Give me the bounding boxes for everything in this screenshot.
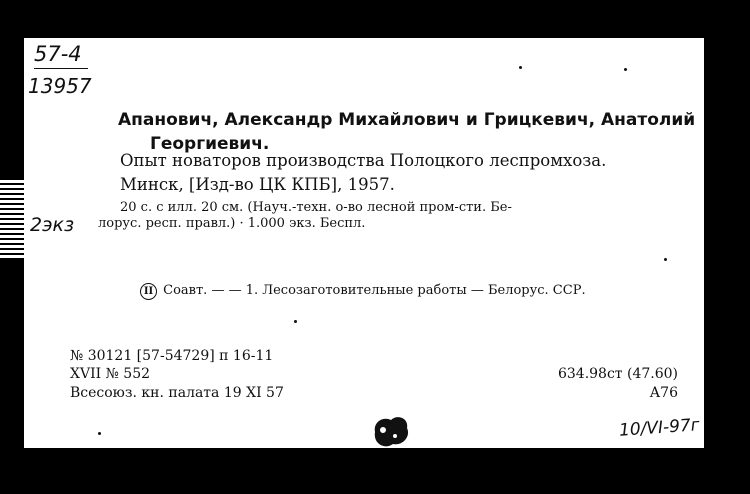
series-line: XVII № 552 — [70, 366, 151, 382]
author-line: Апанович, Александр Михайлович и Грицкевич, Анатолий — [118, 110, 696, 130]
ink-stain — [369, 414, 413, 448]
handwritten-code-top: 57-4 — [34, 42, 88, 69]
book-chamber-line: Всесоюз. кн. палата 19 XI 57 — [70, 385, 284, 401]
handwritten-side-note: 2экз — [30, 214, 75, 236]
title-line-1: Опыт новаторов производства Полоцкого леспромхоза. — [120, 151, 607, 170]
order-number-line: № 30121 [57-54729] п 16-11 — [70, 348, 274, 364]
classification-index: 634.98ст (47.60) — [557, 366, 678, 382]
scan-speck — [664, 258, 667, 261]
author-mark: А76 — [649, 385, 678, 401]
scan-speck — [98, 432, 101, 435]
description-line-1: 20 с. с илл. 20 см. (Науч.-техн. о-во лесной пром-сти. Бе- — [120, 200, 512, 215]
tracing-line — [140, 283, 586, 300]
tracing-text: Соавт. — — 1. Лесозаготовительные работы — Белорус. ССР. — [163, 283, 586, 298]
title-line-2: Минск, [Изд-во ЦК КПБ], 1957. — [120, 175, 395, 194]
scan-speck — [624, 68, 627, 71]
catalog-card — [24, 38, 704, 448]
handwritten-code-bottom: 13957 — [28, 74, 92, 98]
description-line-2: лорус. респ. правл.) · 1.000 экз. Беспл. — [98, 216, 366, 231]
scan-speck — [294, 320, 297, 323]
scan-speck — [519, 66, 522, 69]
author-line-continued: Георгиевич. — [150, 134, 270, 154]
tracing-marker: II — [140, 283, 157, 300]
handwritten-date: 10/VI-97г — [618, 415, 701, 441]
